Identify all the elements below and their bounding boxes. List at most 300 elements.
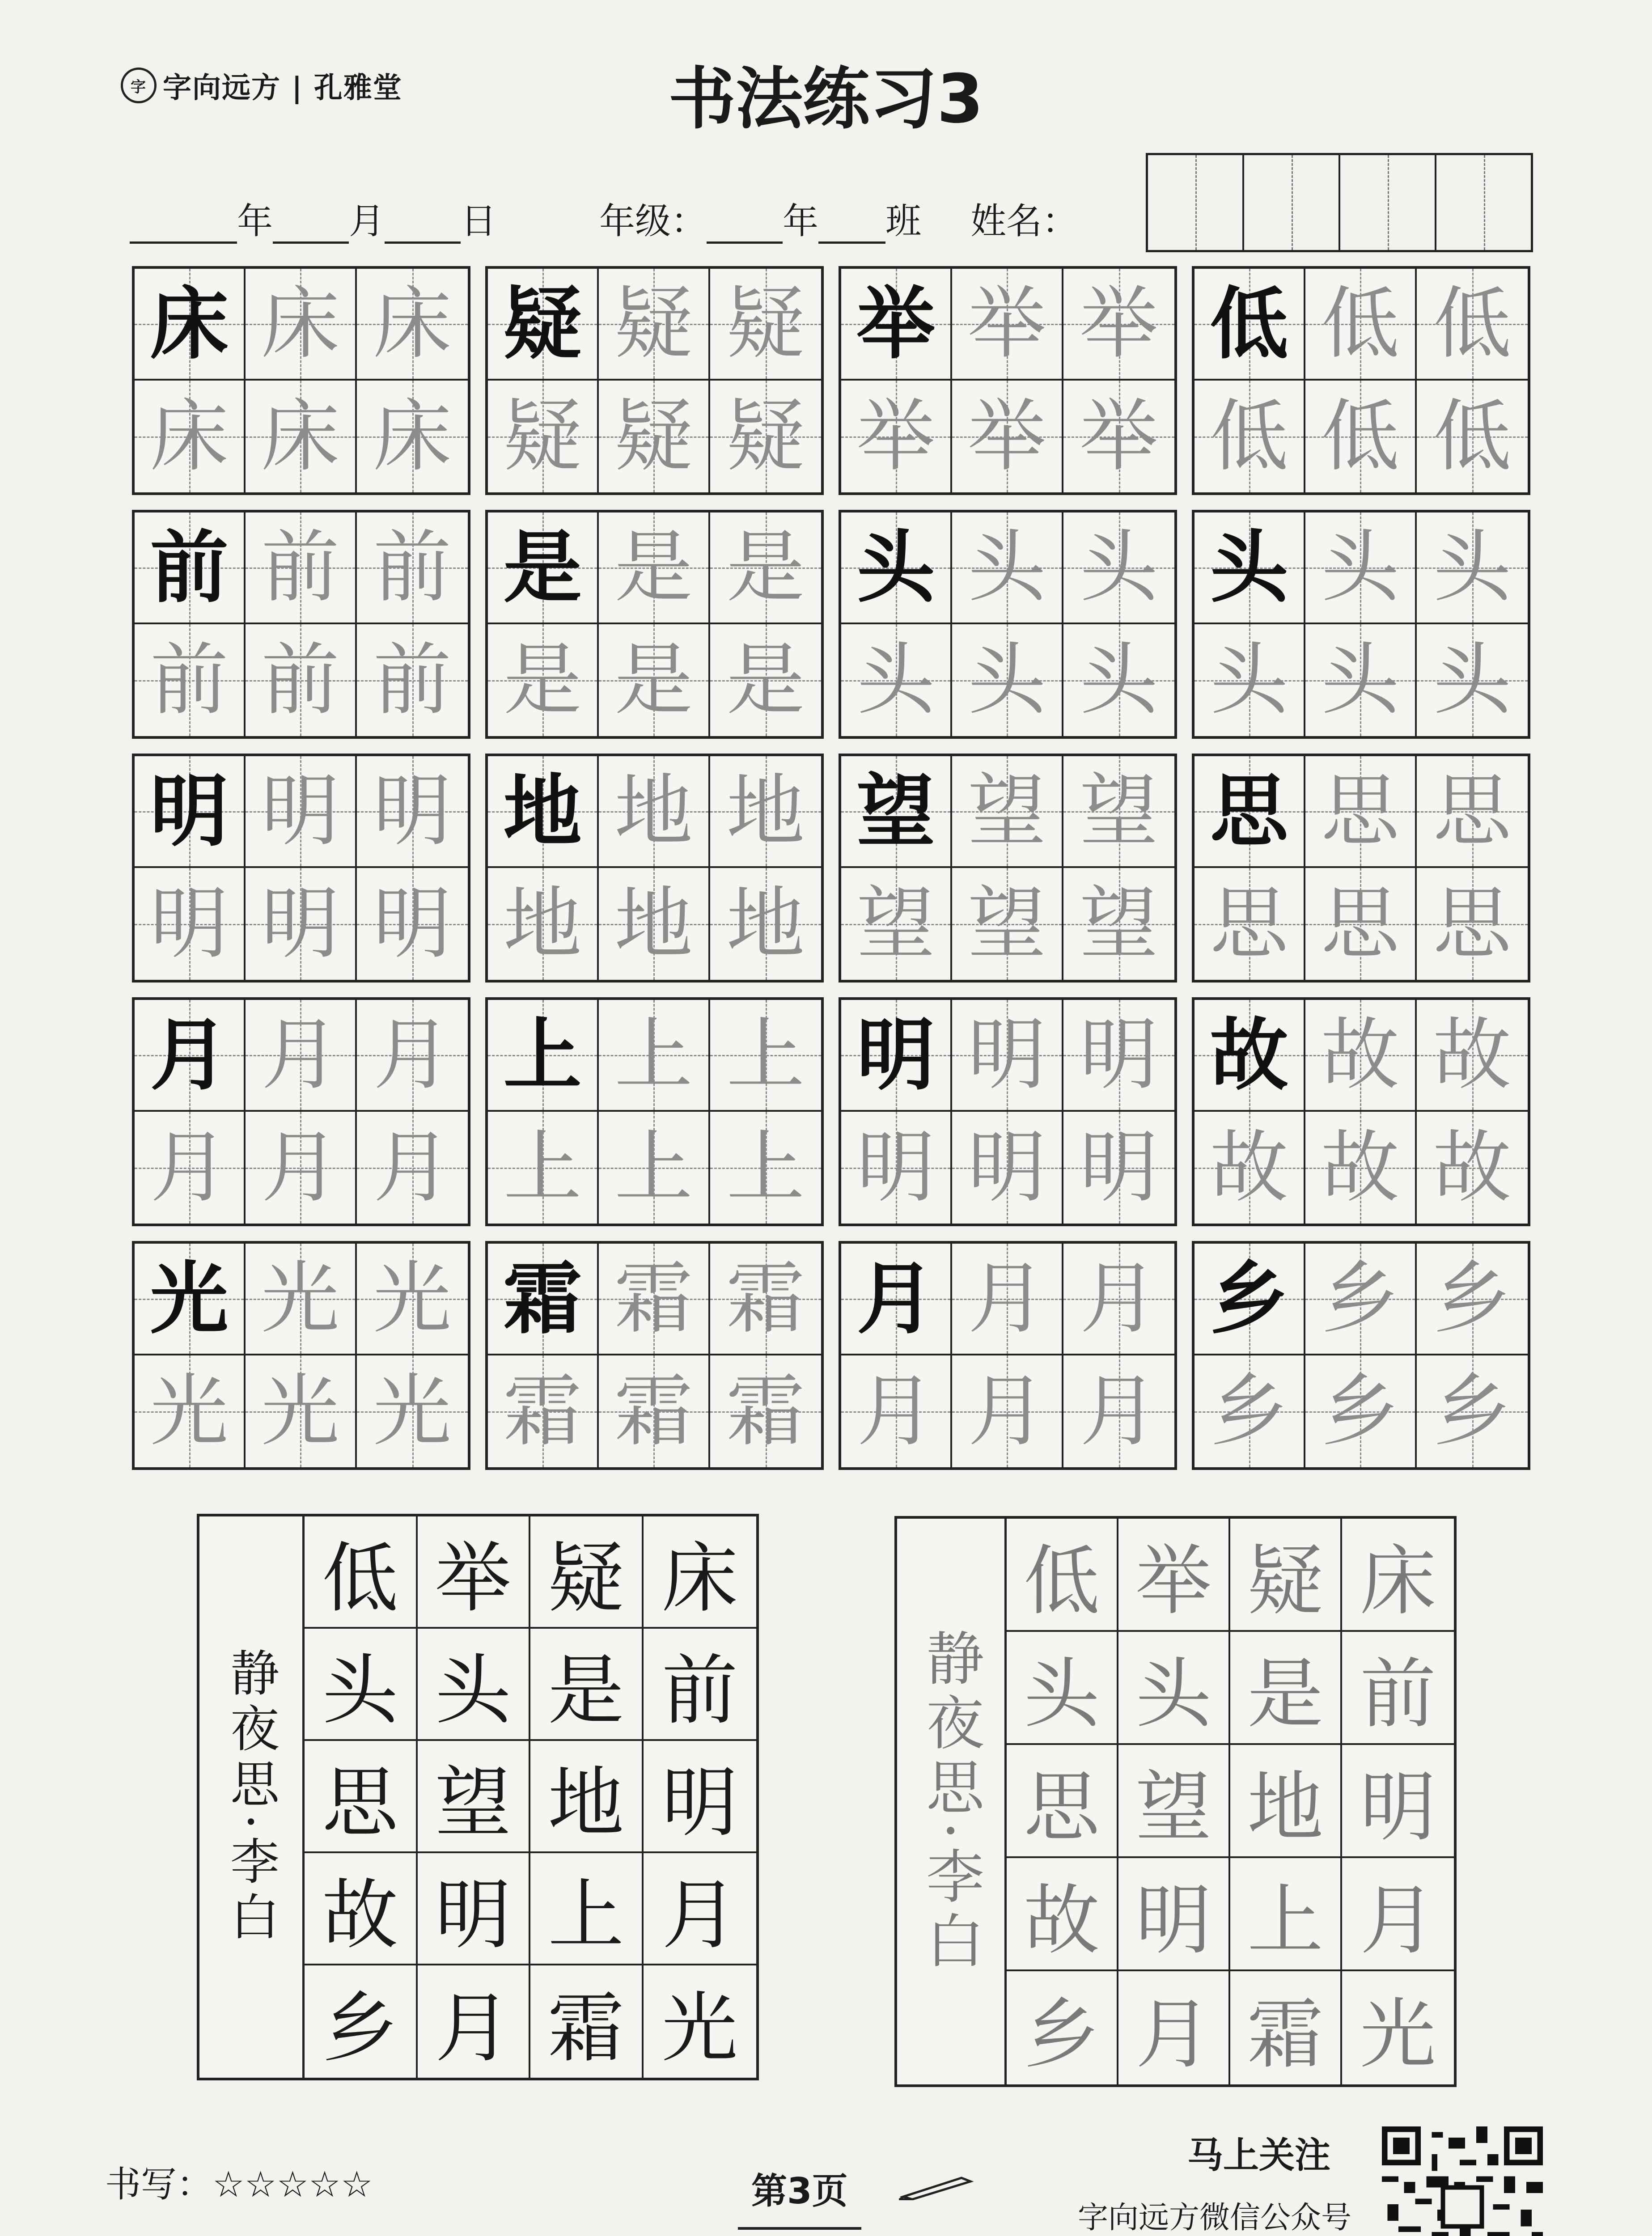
reference-character: 思	[1210, 765, 1288, 857]
tracing-cell[interactable]	[1063, 1355, 1174, 1467]
tracing-cell[interactable]	[1305, 868, 1416, 980]
reference-cell[interactable]	[135, 269, 246, 381]
tracing-cell[interactable]	[488, 624, 599, 736]
poem-character: 思	[305, 1741, 418, 1853]
tracing-character: 前	[261, 635, 339, 726]
name-cell[interactable]	[1340, 155, 1436, 250]
tracing-character: 思	[1321, 766, 1399, 857]
tracing-cell[interactable]	[599, 381, 710, 492]
tracing-character: 思	[1433, 878, 1512, 970]
tracing-character: 乡	[1321, 1366, 1399, 1457]
tracing-character: 光	[150, 1366, 229, 1457]
tracing-character: 乡	[1321, 1253, 1399, 1344]
reference-character: 明	[856, 1009, 935, 1101]
tracing-character: 光	[373, 1253, 452, 1344]
poem-author: 李白	[916, 1846, 985, 1975]
reference-character: 低	[1210, 278, 1288, 370]
tracing-cell[interactable]	[599, 1112, 710, 1224]
tracing-cell[interactable]	[599, 756, 710, 868]
tracing-cell[interactable]	[1417, 1355, 1528, 1467]
poem-character: 明	[1342, 1745, 1454, 1858]
tracing-cell[interactable]	[1305, 1355, 1416, 1467]
poem-character: 上	[1230, 1858, 1342, 1971]
practice-grid	[839, 510, 1177, 739]
tracing-cell[interactable]	[1063, 512, 1174, 624]
tracing-cell[interactable]	[710, 1355, 821, 1467]
reference-cell[interactable]	[841, 512, 952, 624]
tracing-character: 明	[373, 766, 452, 857]
tracing-cell[interactable]	[488, 1355, 599, 1467]
reference-cell[interactable]	[135, 756, 246, 868]
poem-side-label	[199, 1516, 305, 2078]
tracing-cell[interactable]	[841, 1112, 952, 1224]
reference-character: 头	[1210, 521, 1288, 614]
tracing-character: 是	[726, 635, 805, 726]
tracing-character: 前	[373, 635, 452, 726]
practice-grid	[132, 754, 470, 982]
tracing-cell[interactable]	[1305, 381, 1416, 492]
reference-cell[interactable]	[1195, 756, 1305, 868]
tracing-cell[interactable]	[357, 381, 468, 492]
poem-title: 静夜思	[222, 1647, 280, 1814]
practice-grid	[1192, 1241, 1530, 1470]
tracing-character: 乡	[1433, 1366, 1512, 1457]
tracing-character: 前	[373, 522, 452, 613]
tracing-character: 霜	[614, 1253, 693, 1344]
practice-grid	[485, 510, 824, 739]
poem-character: 是	[1230, 1632, 1342, 1745]
page-title: 书法练习3	[668, 60, 984, 138]
poem-character: 地	[530, 1741, 644, 1853]
tracing-character: 是	[726, 522, 805, 613]
poem-character: 霜	[1230, 1971, 1342, 2084]
poem-grid	[305, 1516, 756, 2078]
tracing-character: 疑	[503, 391, 582, 482]
tracing-character: 乡	[1210, 1366, 1288, 1457]
poem-character: 明	[418, 1853, 531, 1965]
poem-character: 月	[418, 1965, 531, 2078]
tracing-cell[interactable]	[1063, 1112, 1174, 1224]
poem-character: 头	[1007, 1632, 1118, 1745]
rating	[105, 2156, 373, 2207]
year-blank[interactable]	[130, 210, 237, 244]
tracing-cell[interactable]	[952, 381, 1063, 492]
tracing-character: 望	[856, 878, 935, 970]
tracing-cell[interactable]	[1305, 756, 1416, 868]
reference-cell[interactable]	[135, 1000, 246, 1112]
reference-cell[interactable]	[1195, 512, 1305, 624]
tracing-character: 头	[1210, 635, 1288, 726]
tracing-cell[interactable]	[135, 624, 246, 736]
name-cell[interactable]	[1244, 155, 1340, 250]
tracing-character: 明	[261, 766, 339, 857]
tracing-character: 月	[373, 1009, 452, 1101]
day-label: 日	[461, 200, 496, 242]
tracing-cell[interactable]	[246, 1355, 356, 1467]
tracing-cell[interactable]	[1305, 269, 1416, 381]
poem-character: 霜	[530, 1965, 644, 2078]
tracing-character: 月	[856, 1366, 935, 1457]
reference-cell[interactable]	[841, 1244, 952, 1355]
tracing-cell[interactable]	[1417, 381, 1528, 492]
tracing-character: 霜	[503, 1366, 582, 1457]
slogan	[98, 2232, 510, 2236]
poem-character: 月	[1118, 1971, 1230, 2084]
tracing-cell[interactable]	[488, 868, 599, 980]
tracing-character: 地	[614, 766, 693, 857]
tracing-character: 头	[856, 635, 935, 726]
reference-character: 床	[150, 278, 229, 370]
poem-separator: ·	[222, 1814, 280, 1836]
tracing-cell[interactable]	[357, 868, 468, 980]
tracing-character: 头	[1433, 522, 1512, 613]
reference-character: 乡	[1210, 1253, 1288, 1345]
tracing-cell[interactable]	[710, 269, 821, 381]
tracing-cell[interactable]	[246, 512, 356, 624]
tracing-cell[interactable]	[599, 1355, 710, 1467]
tracing-character: 疑	[614, 278, 693, 369]
tracing-cell[interactable]	[841, 868, 952, 980]
day-blank[interactable]	[385, 210, 461, 244]
tracing-cell[interactable]	[952, 1355, 1063, 1467]
month-label: 月	[349, 200, 385, 242]
reference-cell[interactable]	[135, 512, 246, 624]
tracing-cell[interactable]	[357, 624, 468, 736]
poem-character: 月	[644, 1853, 757, 1965]
tracing-cell[interactable]	[1417, 269, 1528, 381]
poem-character: 低	[1007, 1519, 1118, 1632]
tracing-character: 上	[503, 1122, 582, 1213]
follow-label: 马上关注	[1187, 2134, 1330, 2176]
tracing-character: 明	[1080, 1122, 1158, 1213]
practice-grid	[132, 266, 470, 495]
practice-grid	[132, 1241, 470, 1470]
tracing-character: 明	[967, 1122, 1046, 1213]
tracing-cell[interactable]	[135, 868, 246, 980]
tracing-character: 月	[261, 1122, 339, 1213]
poem-character: 疑	[530, 1516, 644, 1629]
tracing-cell[interactable]	[710, 1000, 821, 1112]
tracing-cell[interactable]	[246, 756, 356, 868]
poem-character: 前	[644, 1629, 757, 1741]
tracing-cell[interactable]	[1417, 868, 1528, 980]
tracing-cell[interactable]	[357, 512, 468, 624]
name-cell[interactable]	[1148, 155, 1244, 250]
practice-grid	[1192, 510, 1530, 739]
tracing-cell[interactable]	[357, 1112, 468, 1224]
tracing-character: 乡	[1433, 1253, 1512, 1344]
reference-character: 地	[503, 765, 582, 857]
tracing-character: 地	[726, 766, 805, 857]
poem-character: 明	[644, 1741, 757, 1853]
reference-character: 头	[856, 521, 935, 614]
tracing-character: 低	[1433, 278, 1512, 369]
tracing-cell[interactable]	[1417, 1244, 1528, 1355]
tracing-cell[interactable]	[952, 512, 1063, 624]
info-line	[130, 192, 1078, 244]
grade-label: 年级：	[599, 200, 707, 242]
tracing-cell[interactable]	[1305, 1112, 1416, 1224]
tracing-cell[interactable]	[599, 1000, 710, 1112]
tracing-cell[interactable]	[246, 1112, 356, 1224]
tracing-cell[interactable]	[599, 269, 710, 381]
tracing-character: 思	[1210, 878, 1288, 970]
tracing-character: 故	[1210, 1122, 1288, 1213]
tracing-cell[interactable]	[841, 1355, 952, 1467]
tracing-character: 是	[503, 635, 582, 726]
poem-character: 光	[661, 1984, 738, 2073]
tracing-cell[interactable]	[246, 1000, 356, 1112]
tracing-cell[interactable]	[1063, 1244, 1174, 1355]
tracing-character: 前	[261, 522, 339, 613]
tracing-cell[interactable]	[1305, 1000, 1416, 1112]
tracing-cell[interactable]	[357, 756, 468, 868]
tracing-cell[interactable]	[246, 269, 356, 381]
tracing-cell[interactable]	[1063, 381, 1174, 492]
qr-code-icon[interactable]	[1382, 2126, 1543, 2236]
tracing-cell[interactable]	[710, 512, 821, 624]
tracing-cell[interactable]	[952, 1244, 1063, 1355]
tracing-character: 上	[726, 1122, 805, 1213]
practice-grid	[132, 997, 470, 1226]
reference-cell[interactable]	[1195, 269, 1305, 381]
tracing-character: 床	[261, 391, 339, 482]
tracing-character: 头	[967, 635, 1046, 726]
tracing-character: 故	[1321, 1122, 1399, 1213]
tracing-cell[interactable]	[710, 1112, 821, 1224]
tracing-character: 思	[1433, 766, 1512, 857]
poem-character: 头	[1118, 1632, 1230, 1745]
tracing-cell[interactable]	[1063, 269, 1174, 381]
tracing-character: 床	[150, 391, 229, 482]
reference-character: 举	[856, 278, 935, 370]
tracing-character: 低	[1433, 391, 1512, 482]
reference-character: 月	[150, 1009, 229, 1101]
reference-cell[interactable]	[488, 1244, 599, 1355]
reference-character: 故	[1210, 1009, 1288, 1101]
reference-cell[interactable]	[1195, 1000, 1305, 1112]
tracing-character: 思	[1321, 878, 1399, 970]
tracing-cell[interactable]	[1417, 624, 1528, 736]
logo-seal-icon: 字	[121, 68, 157, 103]
tracing-cell[interactable]	[1063, 1000, 1174, 1112]
tracing-character: 上	[614, 1009, 693, 1101]
tracing-character: 望	[967, 766, 1046, 857]
reference-cell[interactable]	[841, 756, 952, 868]
class-label: 班	[885, 200, 921, 242]
tracing-character: 霜	[726, 1366, 805, 1457]
reference-character: 是	[503, 521, 582, 614]
tracing-cell[interactable]	[710, 381, 821, 492]
tracing-character: 上	[614, 1122, 693, 1213]
tracing-cell[interactable]	[246, 624, 356, 736]
tracing-cell[interactable]	[599, 868, 710, 980]
tracing-cell[interactable]	[1417, 756, 1528, 868]
name-box[interactable]	[1146, 153, 1533, 252]
tracing-character: 月	[261, 1009, 339, 1101]
tracing-cell[interactable]	[246, 381, 356, 492]
reference-cell[interactable]	[488, 269, 599, 381]
grade-year-blank[interactable]	[707, 210, 783, 244]
poem-character: 乡	[1007, 1971, 1118, 2084]
tracing-character: 明	[856, 1122, 935, 1213]
poem-side-label	[897, 1519, 1007, 2084]
poem-character: 望	[418, 1741, 531, 1853]
practice-grid	[132, 510, 470, 739]
poem-character: 光	[1360, 1990, 1436, 2079]
tracing-cell[interactable]	[488, 381, 599, 492]
year-label: 年	[237, 200, 273, 242]
practice-grid	[1192, 266, 1530, 495]
reference-cell[interactable]	[135, 1244, 246, 1355]
tracing-character: 明	[373, 878, 452, 970]
tracing-character: 月	[967, 1366, 1046, 1457]
tracing-character: 明	[150, 878, 229, 970]
rating-stars[interactable]: ☆☆☆☆☆	[212, 2164, 373, 2205]
poem-separator: ·	[916, 1821, 985, 1846]
tracing-cell[interactable]	[357, 269, 468, 381]
tracing-character: 床	[373, 278, 452, 369]
tracing-character: 月	[1080, 1366, 1158, 1457]
tracing-cell[interactable]	[952, 868, 1063, 980]
tracing-cell[interactable]	[357, 1355, 468, 1467]
tracing-character: 明	[967, 1009, 1046, 1101]
practice-grid	[485, 266, 824, 495]
tracing-character: 故	[1433, 1122, 1512, 1213]
tracing-cell[interactable]	[1305, 1244, 1416, 1355]
tracing-cell[interactable]	[1063, 868, 1174, 980]
tracing-cell[interactable]	[599, 624, 710, 736]
tracing-cell[interactable]	[1063, 624, 1174, 736]
reference-character: 上	[503, 1009, 582, 1101]
reference-cell[interactable]	[488, 512, 599, 624]
tracing-cell[interactable]	[357, 1000, 468, 1112]
tracing-character: 举	[1080, 278, 1158, 369]
tracing-cell[interactable]	[952, 624, 1063, 736]
tracing-character: 举	[967, 278, 1046, 369]
rating-label: 书写：	[105, 2164, 212, 2205]
reference-cell[interactable]	[841, 1000, 952, 1112]
poem-character: 故	[305, 1853, 418, 1965]
tracing-character: 床	[373, 391, 452, 482]
tracing-cell[interactable]	[357, 1244, 468, 1355]
tracing-cell[interactable]	[599, 512, 710, 624]
poem-character: 举	[418, 1516, 531, 1629]
tracing-character: 疑	[726, 391, 805, 482]
tracing-cell[interactable]	[1417, 1000, 1528, 1112]
tracing-character: 霜	[726, 1253, 805, 1344]
tracing-cell[interactable]	[841, 381, 952, 492]
poem-character: 望	[1118, 1745, 1230, 1858]
tracing-cell[interactable]	[710, 756, 821, 868]
tracing-cell[interactable]	[1305, 624, 1416, 736]
reference-character: 疑	[503, 278, 582, 370]
month-blank[interactable]	[273, 210, 349, 244]
tracing-character: 故	[1321, 1009, 1399, 1101]
wechat-label: 字向远方微信公众号	[1078, 2200, 1352, 2236]
tracing-cell[interactable]	[1195, 381, 1305, 492]
tracing-cell[interactable]	[1305, 512, 1416, 624]
tracing-cell[interactable]	[246, 868, 356, 980]
tracing-cell[interactable]	[1417, 1112, 1528, 1224]
tracing-cell[interactable]	[1195, 868, 1305, 980]
tracing-cell[interactable]	[710, 624, 821, 736]
tracing-character: 月	[967, 1253, 1046, 1344]
practice-grid	[485, 997, 824, 1226]
tracing-cell[interactable]	[952, 756, 1063, 868]
tracing-character: 望	[967, 878, 1046, 970]
tracing-character: 地	[614, 878, 693, 970]
poem-handwritten	[894, 1516, 1457, 2087]
tracing-cell[interactable]	[710, 1244, 821, 1355]
tracing-cell[interactable]	[1195, 1112, 1305, 1224]
reference-cell[interactable]	[488, 1000, 599, 1112]
name-cell[interactable]	[1436, 155, 1531, 250]
poem-character: 地	[1230, 1745, 1342, 1858]
practice-grid	[839, 754, 1177, 982]
tracing-character: 故	[1433, 1009, 1512, 1101]
tracing-cell[interactable]	[710, 868, 821, 980]
tracing-character: 上	[726, 1009, 805, 1101]
tracing-cell[interactable]	[135, 1112, 246, 1224]
poem-character: 思	[1007, 1745, 1118, 1858]
tracing-cell[interactable]	[1417, 512, 1528, 624]
poem-character: 举	[1118, 1519, 1230, 1632]
tracing-cell[interactable]	[952, 1000, 1063, 1112]
tracing-cell[interactable]	[488, 1112, 599, 1224]
tracing-character: 低	[1210, 391, 1288, 482]
reference-cell[interactable]	[841, 269, 952, 381]
class-blank[interactable]	[818, 210, 885, 244]
logo-text: 字向远方 | 孔雅堂	[163, 71, 402, 105]
page-number: 第3页	[738, 2162, 861, 2230]
poem-character: 头	[418, 1629, 531, 1741]
poem-character: 疑	[1230, 1519, 1342, 1632]
tracing-character: 明	[261, 878, 339, 970]
tracing-cell[interactable]	[1195, 624, 1305, 736]
reference-character: 月	[856, 1253, 935, 1345]
reference-cell[interactable]	[488, 756, 599, 868]
poem-character: 床	[644, 1516, 757, 1629]
tracing-cell[interactable]	[1195, 1355, 1305, 1467]
tracing-character: 前	[150, 635, 229, 726]
tracing-cell[interactable]	[952, 1112, 1063, 1224]
tracing-cell[interactable]	[246, 1244, 356, 1355]
tracing-character: 头	[1080, 522, 1158, 613]
tracing-character: 头	[1321, 522, 1399, 613]
name-label: 姓名：	[970, 200, 1078, 242]
tracing-character: 低	[1321, 391, 1399, 482]
practice-grid	[485, 1241, 824, 1470]
tracing-cell[interactable]	[1063, 756, 1174, 868]
practice-grid	[1192, 997, 1530, 1226]
tracing-cell[interactable]	[135, 1355, 246, 1467]
reference-cell[interactable]	[1195, 1244, 1305, 1355]
tracing-cell[interactable]	[135, 381, 246, 492]
poem-grid	[1007, 1519, 1454, 2084]
poem-character: 头	[305, 1629, 418, 1741]
tracing-character: 地	[726, 878, 805, 970]
tracing-cell[interactable]	[841, 624, 952, 736]
tracing-cell[interactable]	[599, 1244, 710, 1355]
tracing-character: 光	[373, 1366, 452, 1457]
tracing-character: 是	[614, 522, 693, 613]
tracing-cell[interactable]	[952, 269, 1063, 381]
tracing-character: 头	[1080, 635, 1158, 726]
reference-character: 光	[150, 1253, 229, 1345]
reference-character: 明	[150, 765, 229, 857]
tracing-character: 霜	[614, 1366, 693, 1457]
